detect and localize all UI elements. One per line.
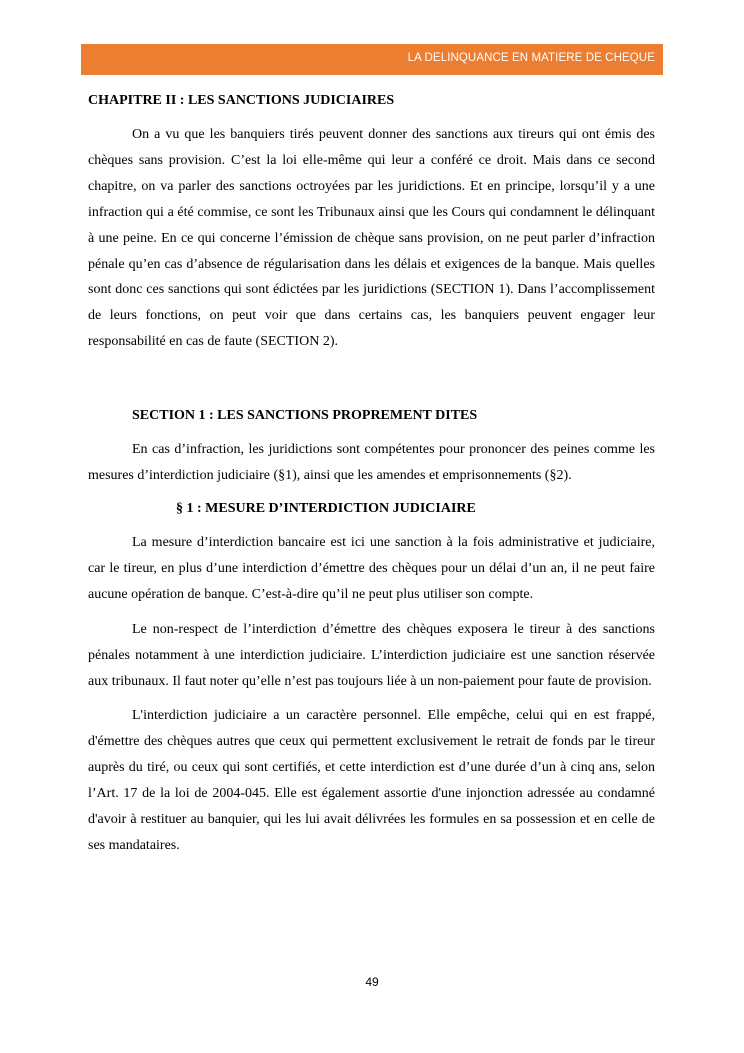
body-paragraph: La mesure d’interdiction bancaire est ici une sanction à la fois administrative et judiciaire, car le tireur, en plus d’une interdiction d’émettre des chèques pour un délai d’un an, il ne peut faire aucune opération de banque. C’est-à-dire qu’il ne peut plus utiliser son compte. [88, 534, 655, 602]
running-header-title: LA DELINQUANCE EN MATIERE DE CHEQUE [407, 52, 655, 64]
body-paragraph: Le non-respect de l’interdiction d’émettre des chèques exposera le tireur à des sanctions pénales notamment à une interdiction judiciaire. L’interdiction judiciaire est une sanction réservée aux tribunaux. Il faut noter qu’elle n’est pas toujours liée à un non-paiement pour faute de provision. [88, 621, 655, 689]
page-body [88, 91, 655, 859]
section-title: SECTION 1 : LES SANCTIONS PROPREMENT DITES [132, 408, 478, 424]
subsection-title: § 1 : MESURE D’INTERDICTION JUDICIAIRE [176, 500, 476, 516]
chapter-title: CHAPITRE II : LES SANCTIONS JUDICIAIRES [88, 93, 395, 108]
page-number: 49 [365, 975, 379, 989]
section-intro-paragraph: En cas d’infraction, les juridictions sont compétentes pour prononcer des peines comme les mesures d’interdiction judiciaire (§1), ainsi que les amendes et emprisonnements (§2). [88, 442, 655, 484]
body-paragraph: L'interdiction judiciaire a un caractère personnel. Elle empêche, celui qui en est frappé, d'émettre des chèques autres que ceux qui permettent exclusivement le retrait de fonds par le tireur auprès du tiré, ou ceux qui sont certifiés, et cette interdiction est d’une durée d’un à cinq ans, selon l’Art. 17 de la loi de 2004-045. Elle est également assortie d'une injonction adressée au condamné d'avoir à restituer au banquier, qui les lui avait délivrées les formules en sa possession et en celle de ses mandataires. [88, 708, 655, 853]
running-header [81, 44, 663, 75]
chapter-intro-paragraph: On a vu que les banquiers tirés peuvent donner des sanctions aux tireurs qui ont émis des chèques sans provision. C’est la loi elle-même qui leur a conféré ce droit. Mais dans ce second chapitre, on va parler des sanctions octroyées par les juridictions. Et en principe, lorsqu’il y a une infraction qui a été commise, ce sont les Tribunaux ainsi que les Cours qui condamnent le délinquant à une peine. En ce qui concerne l’émission de chèque sans provision, on ne peut parler d’infraction pénale qu’en cas d’absence de régularisation dans les délais et exigences de la banque. Mais quelles sont donc ces sanctions qui sont édictées par les juridictions (SECTION 1). Dans l’accomplissement de leurs fonctions, on peut voir que dans certains cas, les banquiers peuvent engager leur responsabilité en cas de faute (SECTION 2). [88, 127, 655, 350]
